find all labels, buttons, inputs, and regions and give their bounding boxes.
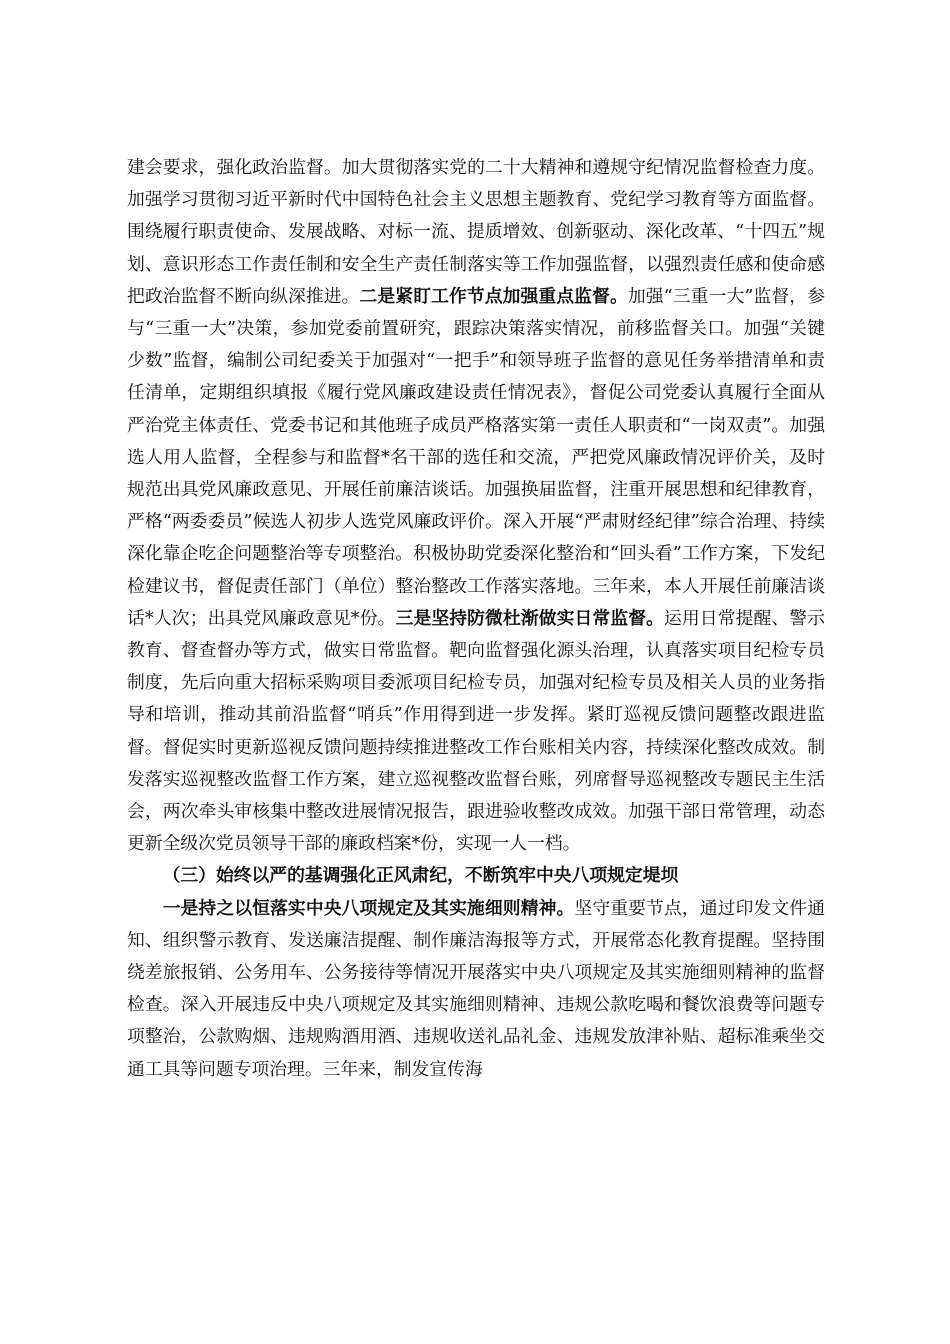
document-body — [127, 152, 825, 1086]
paragraph-political-supervision — [127, 152, 825, 860]
eight-rules-point-1-body: 坚守重要节点，通过印发文件通知、组织警示教育、发送廉洁提醒、制作廉洁海报等方式，开展常态化教育提醒。坚持围绕差旅报销、公务用车、公务接待等情况开展落实中央八项规定及其实施细则精神的监督检查。深入开展违反中央八项规定及其实施细则精神、违规公款吃喝和餐饮浪费等问题专项整治，公款购烟、违规购酒用酒、违规收送礼品礼金、违规发放津补贴、超标准乘坐交通工具等问题专项治理。三年来，制发宣传海 — [127, 897, 825, 1080]
eight-rules-point-1-title: 一是持之以恒落实中央八项规定及其实施细则精神。 — [162, 897, 575, 919]
point-3-title: 三是坚持防微杜渐做实日常监督。 — [395, 607, 665, 629]
section-3-heading: （三）始终以严的基调强化正风肃纪，不断筑牢中央八项规定堤坝 — [162, 865, 679, 887]
paragraph-eight-rules — [127, 893, 825, 1086]
point-2-title: 二是紧盯工作节点加强重点监督。 — [359, 285, 628, 307]
point-3-body: 运用日常提醒、警示教育、督查督办等方式，做实日常监督。靶向监督强化源头治理，认真落实项目纪检专员制度，先后向重大招标采购项目委派项目纪检专员，加强对纪检专员及相关人员的业务指导和培训，推动其前沿监督“哨兵”作用得到进一步发挥。紧盯巡视反馈问题整改跟进监督。督促实时更新巡视反馈问题持续推进整改工作台账相关内容，持续深化整改成效。制发落实巡视整改监督工作方案，建立巡视整改监督台账，列席督导巡视整改专题民主生活会，两次牵头审核集中整改进展情况报告，跟进验收整改成效。加强干部日常管理，动态更新全级次党员领导干部的廉政档案*份，实现一人一档。 — [127, 607, 825, 855]
point-2-body: 加强“三重一大”监督，参与“三重一大”决策，参加党委前置研究，跟踪决策落实情况，前移监督关口。加强“关键少数”监督，编制公司纪委关于加强对“一把手”和领导班子监督的意见任务举措清单和责任清单，定期组织填报《履行党风廉政建设责任情况表》，督促公司党委认真履行全面从严治党主体责任、党委书记和其他班子成员严格落实第一责任人职责和“一岗双责”。加强选人用人监督，全程参与和监督*名干部的选任和交流，严把党风廉政情况评价关，及时规范出具党风廉政意见、开展任前廉洁谈话。加强换届监督，注重开展思想和纪律教育，严格“两委委员”候选人初步人选党风廉政评价。深入开展“严肃财经纪律”综合治理、持续深化靠企吃企问题整治等专项整治。积极协助党委深化整治和“回头看”工作方案，下发纪检建议书，督促责任部门（单位）整治整改工作落实落地。三年来，本人开展任前廉洁谈话*人次；出具党风廉政意见*份。 — [127, 285, 825, 629]
paragraph-intro-text: 建会要求，强化政治监督。加大贯彻落实党的二十大精神和遵规守纪情况监督检查力度。加强学习贯彻习近平新时代中国特色社会主义思想主题教育、党纪学习教育等方面监督。围绕履行职责使命、发展战略、对标一流、提质增效、创新驱动、深化改革、“十四五”规划、意识形态工作责任制和安全生产责任制落实等工作加强监督，以强烈责任感和使命感把政治监督不断向纵深推进。 — [127, 157, 825, 307]
